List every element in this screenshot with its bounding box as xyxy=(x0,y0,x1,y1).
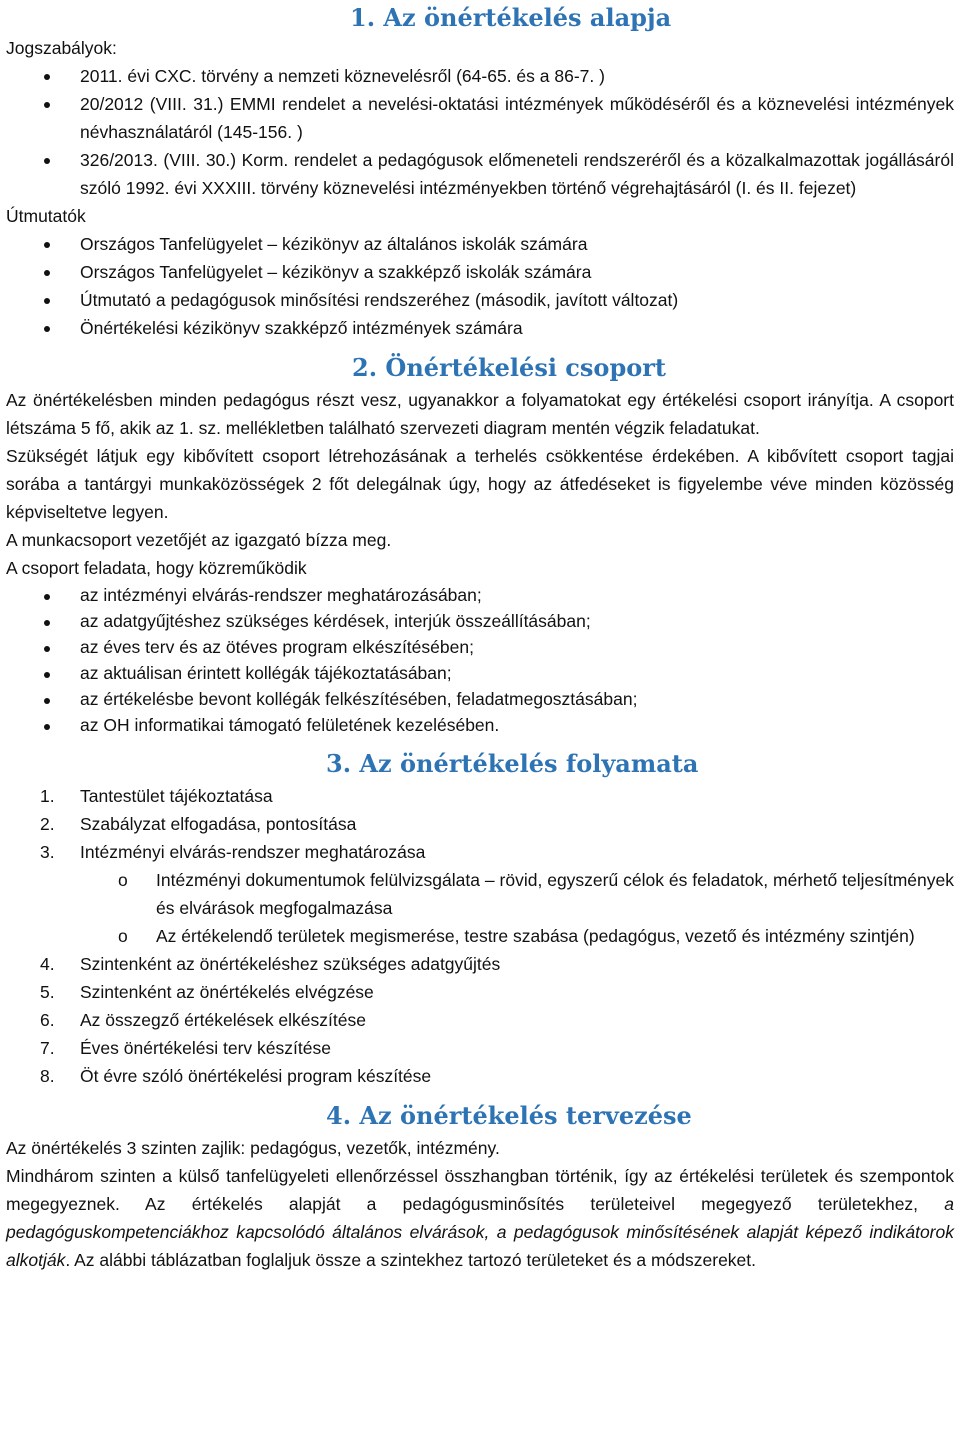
step-item xyxy=(6,950,954,978)
section-2-heading: 2. Önértékelési csoport xyxy=(352,353,666,382)
paragraph-text: . Az alábbi táblázatban foglaljuk össze a szintekhez tartozó területeket és a módszereket. xyxy=(65,1250,757,1270)
list-item: az intézményi elvárás-rendszer meghatározásában; xyxy=(6,582,954,608)
section-4-heading: 4. Az önértékelés tervezése xyxy=(326,1101,692,1130)
step-text: Intézményi elvárás-rendszer meghatározása xyxy=(80,842,426,862)
step-text: Tantestület tájékoztatása xyxy=(80,786,273,806)
paragraph: Az önértékelésben minden pedagógus részt vesz, ugyanakkor a folyamatokat egy értékelési csoport irányítja. A csoport létszáma 5 fő, akik az 1. sz. mellékletben található szervezeti diagram mentén végzik feladatukat. xyxy=(6,390,954,438)
step-text: Az összegző értékelések elkészítése xyxy=(80,1010,366,1030)
step-item xyxy=(6,978,954,1006)
list-item: az OH informatikai támogató felületének kezelésében. xyxy=(6,712,954,738)
sub-list xyxy=(80,866,954,950)
step-item xyxy=(6,810,954,838)
step-number: 7. xyxy=(40,1038,55,1058)
list-item: az aktuálisan érintett kollégák tájékoztatásában; xyxy=(6,660,954,686)
step-item xyxy=(6,1062,954,1090)
step-text: Szabályzat elfogadása, pontosítása xyxy=(80,814,357,834)
list-item: 326/2013. (VIII. 30.) Korm. rendelet a pedagógusok előmeneteli rendszeréről és a közalkalmazottak jogállásáról szóló 1992. évi XXXIII. törvény köznevelési intézményekben történő végrehajtásáról (I. és II. fejezet) xyxy=(6,146,954,202)
list-item: az értékelésbe bevont kollégák felkészítésében, feladatmegosztásában; xyxy=(6,686,954,712)
step-number: 4. xyxy=(40,954,55,974)
step-text: Szintenként az önértékeléshez szükséges adatgyűjtés xyxy=(80,954,501,974)
list-item: 2011. évi CXC. törvény a nemzeti köznevelésről (64-65. és a 86-7. ) xyxy=(6,62,954,90)
paragraph: A munkacsoport vezetőjét az igazgató bízza meg. xyxy=(6,530,392,550)
step-number: 6. xyxy=(40,1010,55,1030)
step-text: Szintenként az önértékelés elvégzése xyxy=(80,982,374,1002)
step-item xyxy=(6,838,954,950)
step-text: Öt évre szóló önértékelési program készítése xyxy=(80,1066,432,1086)
sub-text: Intézményi dokumentumok felülvizsgálata – rövid, egyszerű célok és feladatok, mérhető teljesítmények és elvárások megfogalmazása xyxy=(156,870,954,918)
sub-item xyxy=(80,922,954,950)
paragraph: Az önértékelés 3 szinten zajlik: pedagógus, vezetők, intézmény. xyxy=(6,1138,500,1158)
section-1-heading: 1. Az önértékelés alapja xyxy=(350,3,672,32)
step-number: 5. xyxy=(40,982,55,1002)
list-item: az adatgyűjtéshez szükséges kérdések, interjúk összeállításában; xyxy=(6,608,954,634)
sub-marker: o xyxy=(118,926,128,946)
tasks-list xyxy=(6,582,954,738)
jogszabalyok-label: Jogszabályok: xyxy=(6,38,117,58)
paragraph-text: Mindhárom szinten a külső tanfelügyeleti ellenőrzéssel összhangban történik, így az értékelési területek és szempontok megegyeznek. Az értékelés alapját a pedagógusminősítés területeivel megegyező területekhez, xyxy=(6,1166,954,1214)
step-number: 2. xyxy=(40,814,55,834)
paragraph: Szükségét látjuk egy kibővített csoport létrehozásának a terhelés csökkentése érdekében. A kibővített csoport tagjai sorába a tantárgyi munkaközösségek 2 főt delegálnak úgy, hogy az átfedéseket is figyelembe véve minden közösség képviseltetve legyen. xyxy=(6,446,954,522)
list-item: az éves terv és az ötéves program elkészítésében; xyxy=(6,634,954,660)
list-item: Önértékelési kézikönyv szakképző intézmények számára xyxy=(6,314,954,342)
utmutatok-label: Útmutatók xyxy=(6,206,86,226)
sub-text: Az értékelendő területek megismerése, testre szabása (pedagógus, vezető és intézmény szintjén) xyxy=(156,926,915,946)
sub-item xyxy=(80,866,954,922)
step-item xyxy=(6,782,954,810)
step-number: 1. xyxy=(40,786,55,806)
list-item: Útmutató a pedagógusok minősítési rendszeréhez (második, javított változat) xyxy=(6,286,954,314)
process-steps-list xyxy=(6,782,954,1090)
paragraph-emphasis: a pedagóguskompetenciákhoz kapcsolódó általános elvárások, a pedagógusok minősítésének alapját képező indikátorok alkotják xyxy=(6,1194,954,1270)
list-item: 20/2012 (VIII. 31.) EMMI rendelet a nevelési-oktatási intézmények működéséről és a köznevelési intézmények névhasználatáról (145-156. ) xyxy=(6,90,954,146)
sub-marker: o xyxy=(118,870,128,890)
section-3-heading: 3. Az önértékelés folyamata xyxy=(326,749,699,778)
step-text: Éves önértékelési terv készítése xyxy=(80,1038,331,1058)
paragraph xyxy=(6,1162,954,1274)
list-item: Országos Tanfelügyelet – kézikönyv a szakképző iskolák számára xyxy=(6,258,954,286)
list-item: Országos Tanfelügyelet – kézikönyv az általános iskolák számára xyxy=(6,230,954,258)
step-item xyxy=(6,1034,954,1062)
utmutatok-list xyxy=(6,230,954,342)
jogszabalyok-list xyxy=(6,62,954,202)
step-item xyxy=(6,1006,954,1034)
step-number: 3. xyxy=(40,842,55,862)
step-number: 8. xyxy=(40,1066,55,1086)
document-page xyxy=(0,2,960,1274)
paragraph: A csoport feladata, hogy közreműködik xyxy=(6,558,307,578)
